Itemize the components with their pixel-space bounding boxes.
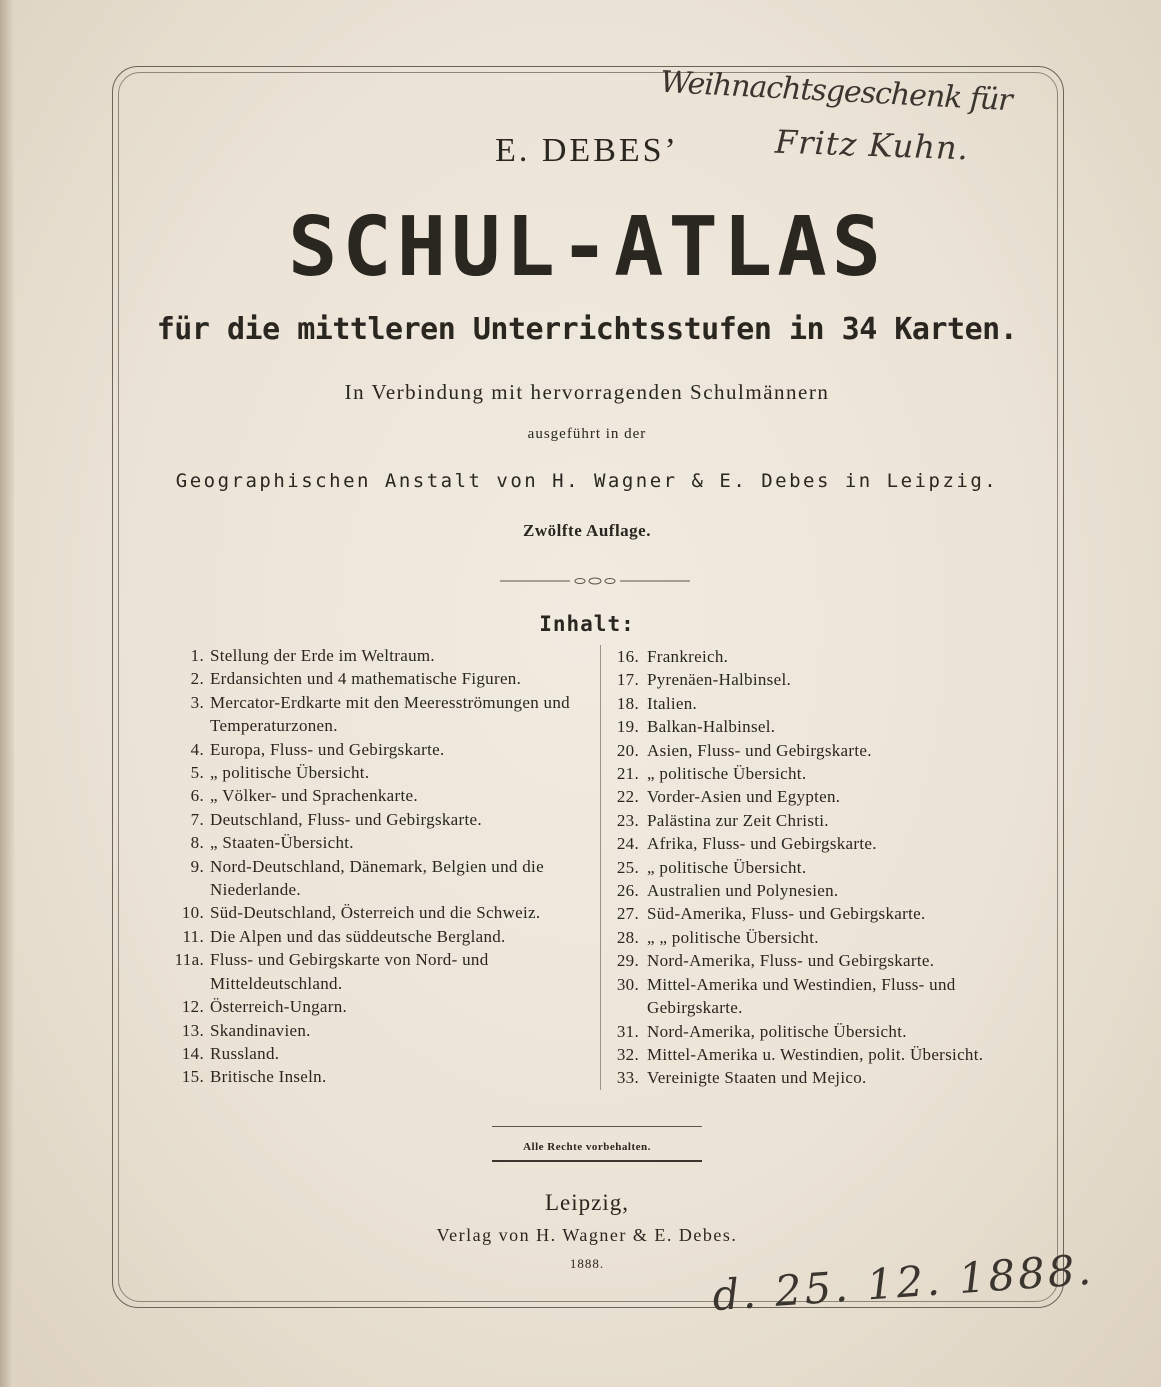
contents-item [609, 902, 1049, 925]
publisher-name: Verlag von H. Wagner & E. Debes. [436, 1225, 738, 1245]
contents-item-number: 21. [616, 764, 639, 784]
contents-item-label: Süd-Deutschland, Österreich und die Schweiz. [210, 903, 541, 923]
contents-item [609, 762, 1049, 785]
institute-line: Geographischen Anstalt von H. Wagner & E. Debes in Leipzig. [175, 470, 999, 492]
contents-item-number: 5. [190, 763, 204, 783]
contents-item-number: 19. [616, 717, 639, 737]
contents-item-number: 14. [181, 1043, 204, 1063]
executed-line: ausgeführt in der [527, 426, 647, 442]
contents-item-number: 3. [190, 692, 204, 712]
handwritten-dedication-line2: Fritz Kuhn. [774, 122, 970, 168]
contents-item-label: Erdansichten und 4 mathematische Figuren. [210, 669, 522, 689]
contents-item-label: Nord-Amerika, Fluss- und Gebirgskarte. [647, 951, 935, 971]
contents-item-number: 26. [616, 881, 639, 901]
contents-item-label: Fluss- und Gebirgskarte von Nord- und Mitteldeutschland. [210, 950, 489, 993]
contents-item [609, 926, 1049, 949]
contents-item-label: Afrika, Fluss- und Gebirgskarte. [647, 834, 877, 854]
contents-item [166, 1065, 592, 1088]
contents-item-label: Stellung der Erde im Weltraum. [210, 646, 435, 665]
contents-item [166, 667, 592, 690]
contents-item [609, 1066, 1049, 1089]
contents-item [609, 1043, 1049, 1066]
contents-list-right [600, 645, 1049, 1090]
contents-item [609, 809, 1049, 832]
publication-year: 1888. [569, 1256, 605, 1271]
contents-item-number: 29. [616, 951, 639, 971]
contents-item-label: Europa, Fluss- und Gebirgskarte. [210, 739, 445, 759]
contents-item-number: 11. [182, 926, 204, 946]
contents-item-label: Britische Inseln. [210, 1067, 327, 1087]
contents-item [166, 901, 592, 924]
contents-item-number: 6. [190, 786, 204, 806]
contents-item-label: Nord-Deutschland, Dänemark, Belgien und die Niederlande. [210, 856, 544, 900]
contents-item-number: 18. [616, 693, 639, 713]
contents-item [609, 668, 1049, 691]
contents-item [166, 925, 592, 948]
contents-item [609, 692, 1049, 715]
contents-item-label: Vorder-Asien und Egypten. [647, 787, 841, 807]
contents-item [166, 644, 592, 667]
contents-item-label: Skandinavien. [210, 1020, 311, 1040]
cooperation-line: In Verbindung mit hervorragenden Schulmännern [344, 380, 830, 404]
publisher-city: Leipzig, [545, 1190, 629, 1215]
contents-item [609, 739, 1049, 762]
contents-item-label: Balkan-Halbinsel. [647, 717, 776, 737]
contents-item-label: „ Völker- und Sprachenkarte. [210, 786, 418, 806]
contents-item-label: Mittel-Amerika und Westindien, Fluss- und Gebirgskarte. [647, 974, 956, 1018]
contents-item-label: Mittel-Amerika u. Westindien, polit. Übersicht. [647, 1044, 984, 1064]
contents-item-label: Palästina zur Zeit Christi. [647, 810, 829, 830]
contents-item-number: 13. [181, 1020, 204, 1040]
author-line: E. DEBES’ [495, 132, 679, 169]
contents-item [166, 691, 592, 738]
contents-item [609, 715, 1049, 738]
contents-item-label: Mercator-Erdkarte mit den Meeresströmungen und Temperaturzonen. [210, 692, 570, 736]
contents-item-label: Nord-Amerika, politische Übersicht. [647, 1021, 907, 1041]
contents-list-left [166, 644, 592, 1089]
contents-item-number: 33. [616, 1068, 639, 1088]
contents-item-number: 27. [616, 904, 639, 924]
contents-item [166, 761, 592, 784]
contents-item-number: 16. [616, 647, 639, 666]
contents-item [166, 855, 592, 902]
contents-item-number: 24. [616, 834, 639, 854]
contents-item-number: 9. [190, 856, 204, 876]
contents-item-number: 20. [616, 740, 639, 760]
contents-item-number: 28. [616, 927, 639, 947]
page-spine-shadow [0, 0, 14, 1387]
contents-item [609, 645, 1049, 668]
contents-item-number: 12. [181, 997, 204, 1017]
contents-item-label: Italien. [647, 693, 698, 713]
contents-item-number: 25. [616, 857, 639, 877]
contents-item [166, 1042, 592, 1065]
contents-item-label: Frankreich. [647, 647, 729, 666]
contents-item [166, 784, 592, 807]
contents-item-label: „ Staaten-Übersicht. [210, 833, 354, 853]
contents-item [609, 1020, 1049, 1043]
contents-item [166, 738, 592, 761]
contents-item-number: 31. [616, 1021, 639, 1041]
contents-item-number: 30. [616, 974, 639, 994]
contents-item-number: 23. [616, 810, 639, 830]
contents-item [166, 995, 592, 1018]
contents-item-number: 22. [616, 787, 639, 807]
contents-heading: Inhalt: [539, 612, 635, 636]
contents-item-label: „ „ politische Übersicht. [647, 927, 819, 947]
contents-item-label: Die Alpen und das süddeutsche Bergland. [210, 926, 506, 946]
contents-item [609, 856, 1049, 879]
contents-item-label: „ politische Übersicht. [647, 764, 807, 784]
contents-item-label: Australien und Polynesien. [647, 881, 839, 901]
contents-item [166, 1019, 592, 1042]
contents-item-number: 8. [190, 833, 204, 853]
handwritten-dedication-line1: Weihnachtsgeschenk für [659, 64, 1013, 119]
contents-item [166, 948, 592, 995]
contents-item-number: 32. [616, 1044, 639, 1064]
contents-item-number: 7. [190, 809, 204, 829]
contents-item-number: 10. [181, 903, 204, 923]
contents-item-number: 17. [616, 670, 639, 690]
rights-notice: Alle Rechte vorbehalten. [523, 1141, 651, 1153]
contents-item-number: 2. [190, 669, 204, 689]
contents-item-number: 1. [190, 646, 204, 665]
contents-item [609, 832, 1049, 855]
edition-line: Zwölfte Auflage. [523, 521, 651, 540]
contents-item-number: 15. [181, 1067, 204, 1087]
ornament-divider [500, 575, 690, 587]
contents-item-label: Deutschland, Fluss- und Gebirgskarte. [210, 809, 482, 829]
contents-item [609, 879, 1049, 902]
page-title: SCHUL-ATLAS [287, 200, 887, 295]
contents-item-number: 11a. [174, 950, 204, 970]
contents-item-number: 4. [190, 739, 204, 759]
handwritten-date: d. 25. 12. 1888. [710, 1244, 1096, 1321]
contents-item [166, 808, 592, 831]
contents-item-label: Russland. [210, 1043, 280, 1063]
contents-item-label: Pyrenäen-Halbinsel. [647, 670, 792, 690]
contents-item [166, 831, 592, 854]
contents-item-label: Österreich-Ungarn. [210, 997, 348, 1017]
contents-item [609, 785, 1049, 808]
contents-item-label: Vereinigte Staaten und Mejico. [647, 1068, 867, 1088]
contents-item [609, 973, 1049, 1020]
contents-item-label: „ politische Übersicht. [210, 763, 370, 783]
contents-item-label: „ politische Übersicht. [647, 857, 807, 877]
contents-item [609, 949, 1049, 972]
rule-thin [492, 1126, 702, 1127]
contents-item-label: Süd-Amerika, Fluss- und Gebirgskarte. [647, 904, 926, 924]
rule-thick [492, 1160, 702, 1162]
contents-item-label: Asien, Fluss- und Gebirgskarte. [647, 740, 872, 760]
subtitle: für die mittleren Unterrichtsstufen in 34 Karten. [156, 312, 1018, 347]
